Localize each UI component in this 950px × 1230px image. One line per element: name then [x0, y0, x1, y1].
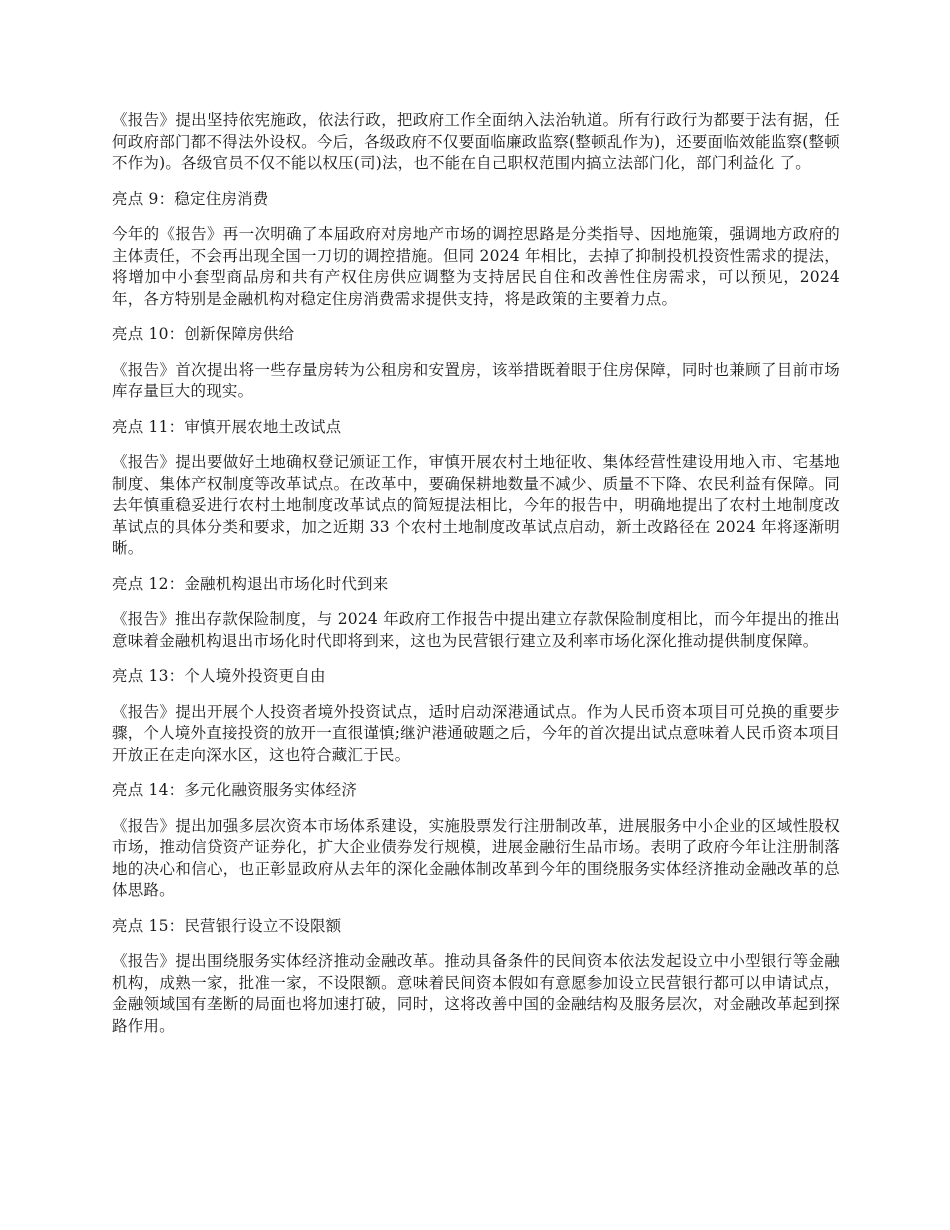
heading-highlight-10: 亮点 10：创新保障房供给 — [112, 325, 295, 343]
paragraph-highlight-10: 《报告》首次提出将一些存量房转为公租房和安置房，该举措既着眼于住房保障，同时也兼顾了目前市场库存量巨大的现实。 — [112, 360, 840, 400]
paragraph-highlight-13: 《报告》提出开展个人投资者境外投资试点，适时启动深港通试点。作为人民币资本项目可兑换的重要步骤，个人境外直接投资的放开一直很谨慎;继沪港通破题之后，今年的首次提出试点意味着人民币资本项目开放正在走向深水区，这也符合藏汇于民。 — [112, 702, 840, 764]
paragraph-highlight-14: 《报告》提出加强多层次资本市场体系建设，实施股票发行注册制改革，进展服务中小企业的区域性股权市场，推动信贷资产证券化，扩大企业债券发行规模，进展金融衍生品市场。表明了政府今年让注册制落地的决心和信心，也正彰显政府从去年的深化金融体制改革到今年的围绕服务实体经济推动金融改革的总体思路。 — [112, 816, 840, 899]
paragraph-highlight-12: 《报告》推出存款保险制度，与 2024 年政府工作报告中提出建立存款保险制度相比，而今年提出的推出意味着金融机构退出市场化时代即将到来，这也为民营银行建立及利率市场化深化推动提供制度保障。 — [112, 610, 840, 650]
heading-highlight-9: 亮点 9：稳定住房消费 — [112, 189, 269, 208]
paragraph-rule-of-law: 《报告》提出坚持依宪施政，依法行政，把政府工作全面纳入法治轨道。所有行政行为都要于法有据，任何政府部门都不得法外设权。今后，各级政府不仅要面临廉政监察(整顿乱作为)，还要面临效能监察(整顿不作为)。各级官员不仅不能以权压(司)法，也不能在自己职权范围内搞立法部门化，部门利益化 了。 — [112, 111, 840, 172]
heading-highlight-13: 亮点 13：个人境外投资更自由 — [112, 667, 326, 685]
paragraph-highlight-15: 《报告》提出围绕服务实体经济推动金融改革。推动具备条件的民间资本依法发起设立中小型银行等金融机构，成熟一家，批准一家，不设限额。意味着民间资本假如有意愿参加设立民营银行都可以申请试点，金融领域国有垄断的局面也将加速打破，同时，这将改善中国的金融结构及服务层次，对金融改革起到探路作用。 — [112, 952, 840, 1035]
document-page — [112, 110, 840, 1051]
paragraph-highlight-9: 今年的《报告》再一次明确了本届政府对房地产市场的调控思路是分类指导、因地施策，强调地方政府的主体责任，不会再出现全国一刀切的调控措施。但同 2024 年相比，去掉了抑制投机投资性需求的提法，将增加中小套型商品房和共有产权住房供应调整为支持居民自住和改善性住房需求，可以预见，2024 年，各方特别是金融机构对稳定住房消费需求提供支持，将是政策的主要着力点。 — [112, 225, 840, 308]
heading-highlight-12: 亮点 12：金融机构退出市场化时代到来 — [112, 574, 389, 593]
heading-highlight-15: 亮点 15：民营银行设立不设限额 — [112, 916, 342, 935]
paragraph-highlight-11: 《报告》提出要做好土地确权登记颁证工作，审慎开展农村土地征收、集体经营性建设用地入市、宅基地制度、集体产权制度等改革试点。在改革中，要确保耕地数量不减少、质量不下降、农民利益有保障。同去年慎重稳妥进行农村土地制度改革试点的简短提法相比，今年的报告中，明确地提出了农村土地制度改革试点的具体分类和要求，加之近期 33 个农村土地制度改革试点启动，新土改路径在 2024 年将逐渐明晰。 — [112, 453, 840, 557]
heading-highlight-14: 亮点 14：多元化融资服务实体经济 — [112, 781, 358, 799]
heading-highlight-11: 亮点 11：审慎开展农地土改试点 — [112, 417, 342, 436]
